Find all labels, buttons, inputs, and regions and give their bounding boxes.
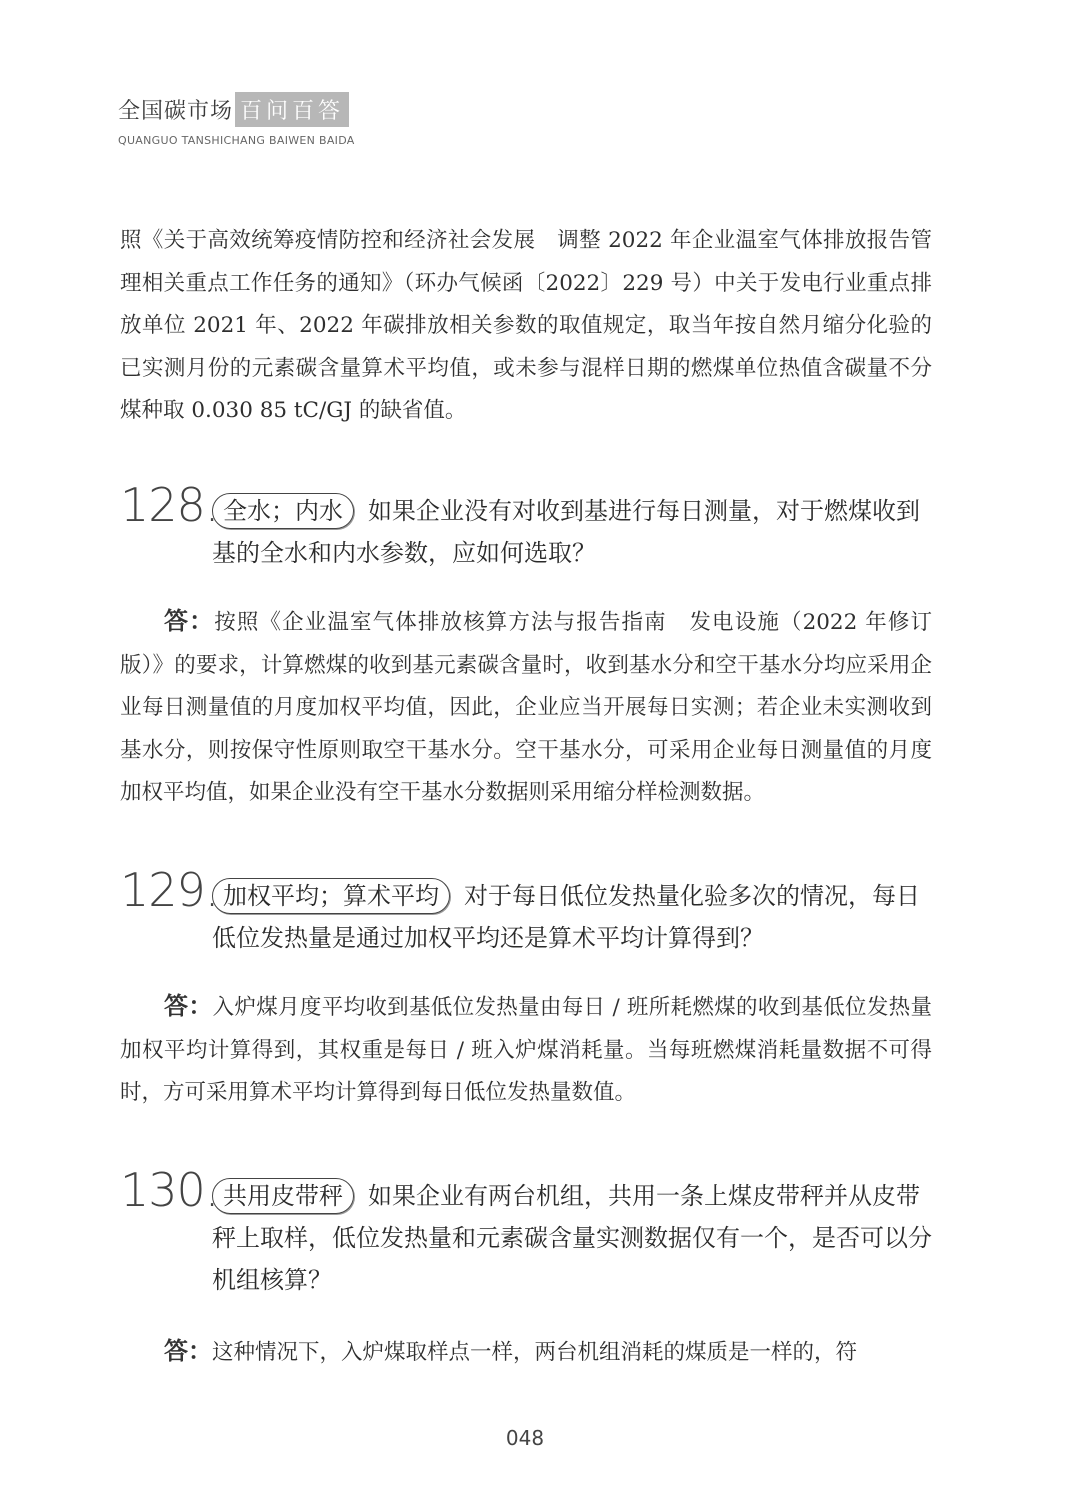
question-text: 如果企业没有对收到基进行每日测量，对于燃煤收到基的全水和内水参数，应如何选取？: [212, 497, 920, 567]
question-129: [120, 863, 940, 959]
question-text: 对于每日低位发热量化验多次的情况，每日低位发热量是通过加权平均还是算术平均计算得到？: [212, 882, 920, 952]
header-title: [118, 92, 355, 126]
question-text-block: [212, 875, 940, 959]
answer-label: 答：: [164, 992, 213, 1020]
answer-130: [120, 1330, 932, 1375]
answer-text: 按照《企业温室气体排放核算方法与报告指南 发电设施（2022 年修订版）》的要求，计算燃煤的收到基元素碳含量时，收到基水分和空干基水分均应采用企业每日测量值的月度加权平均值，因此，企业应当开展每日实测；若企业未实测收到基水分，则按保守性原则取空干基水分。空干基水分，可采用企业每日测量值的月度加权平均值，如果企业没有空干基水分数据则采用缩分样检测数据。: [120, 610, 933, 805]
question-text: 如果企业有两台机组，共用一条上煤皮带秤并从皮带秤上取样，低位发热量和元素碳含量实测数据仅有一个，是否可以分机组核算？: [212, 1182, 932, 1294]
header-subtitle: QUANGUO TANSHICHANG BAIWEN BAIDA: [118, 134, 355, 147]
question-number: 129.: [120, 863, 219, 917]
question-128: [120, 478, 940, 574]
question-tag: 共用皮带秤: [212, 1178, 354, 1214]
intro-paragraph: 照《关于高效统筹疫情防控和经济社会发展 调整 2022 年企业温室气体排放报告管理相关重点工作任务的通知》（环办气候函〔2022〕229 号）中关于发电行业重点排放单位 2021 年、2022 年碳排放相关参数的取值规定，取当年按自然月缩分化验的已实测月份的元素碳含量算术平均值，或未参与混样日期的燃煤单位热值含碳量不分煤种取 0.030 85 tC/GJ 的缺省值。: [120, 228, 932, 423]
answer-text: 这种情况下，入炉煤取样点一样，两台机组消耗的煤质是一样的，符: [212, 1340, 858, 1365]
answer-128: [120, 600, 932, 815]
answer-129: [120, 985, 932, 1115]
question-number: 128.: [120, 478, 219, 532]
page-number: 048: [505, 1426, 545, 1450]
answer-label: 答：: [164, 1337, 212, 1365]
answer-text: 入炉煤月度平均收到基低位发热量由每日 / 班所耗燃煤的收到基低位发热量加权平均计算得到，其权重是每日 / 班入炉煤消耗量。当每班燃煤消耗量数据不可得时，方可采用算术平均计算得到每日低位发热量数值。: [120, 995, 933, 1105]
question-tag: 加权平均；算术平均: [212, 878, 450, 914]
header-title-box: 百问百答: [235, 92, 349, 127]
question-text-block: [212, 1175, 940, 1301]
header-title-main: 全国碳市场: [118, 98, 234, 124]
question-text-block: [212, 490, 940, 574]
answer-label: 答：: [164, 607, 215, 635]
running-header: [118, 92, 355, 147]
question-tag: 全水；内水: [212, 493, 354, 529]
question-130: [120, 1163, 940, 1301]
question-number: 130.: [120, 1163, 219, 1217]
